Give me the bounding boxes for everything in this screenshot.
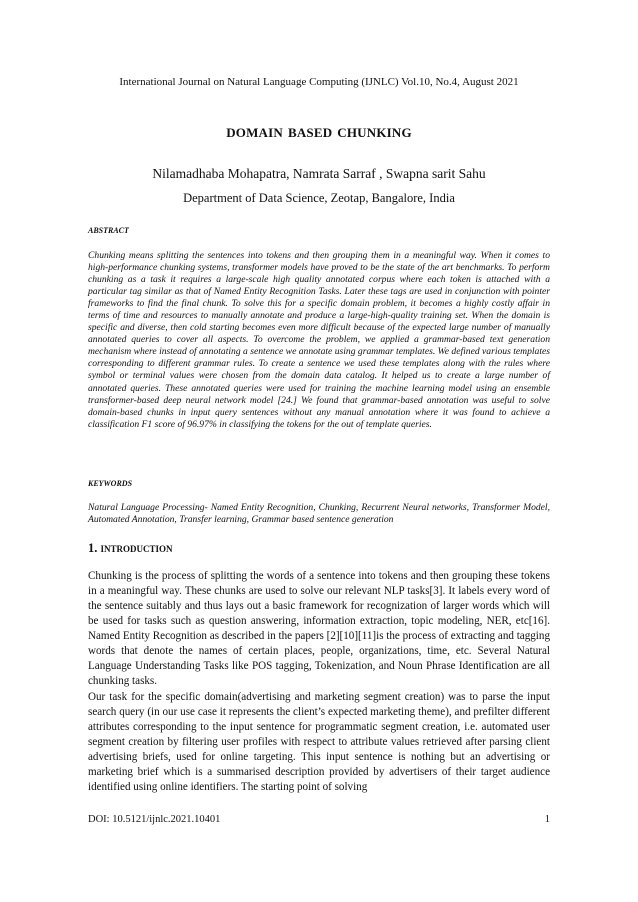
affiliation: Department of Data Science, Zeotap, Bangalore, India <box>183 191 455 205</box>
page-number: 1 <box>544 814 550 825</box>
introduction-paragraph-1 <box>88 569 550 689</box>
paper-title-text: domain based chunking <box>226 121 412 142</box>
doi-footer: DOI: 10.5121/ijnlc.2021.10401 <box>88 814 221 825</box>
introduction-heading-text: 1. introduction <box>88 541 173 555</box>
body-paragraph: Our task for the specific domain(advertising and marketing segment creation) was to parse the input search query (in our use case it represents the client’s expected marketing theme), and prefilter different attributes corresponding to the input sentence for programmatic segment creation, i.e. automated user segment creation by filtering user profiles with respect to attribute values retrieved after parsing client advertising briefs, used for online targeting. This input sentence is nothing but an advertising or marketing brief which is a summarised description provided by advertisers of their target audience identified using online identifiers. The starting point of solving <box>88 691 550 794</box>
abstract-body <box>88 250 550 431</box>
introduction-heading <box>88 541 550 556</box>
keywords-section <box>88 475 550 490</box>
abstract-text: Chunking means splitting the sentences into tokens and then grouping them in a meaningful way. When it comes to high-performance chunking systems, transformer models have proved to be the state of the art benchmarks. To perform chunking as a task it requires a large-scale high quality annotated corpus where each token is attached with a particular tag similar as that of Named Entity Recognition Tasks. Later these tags are used in conjunction with pointer frameworks to find the final chunk. To solve this for a specific domain problem, it becomes a highly costly affair in terms of time and resources to manually annotate and produce a large-high-quality training set. When the domain is specific and diverse, then cold starting becomes even more difficult because of the expected large number of manually annotated queries to cover all aspects. To overcome the problem, we applied a grammar-based text generation mechanism where instead of annotating a sentence we annotate using grammar templates. We defined various templates corresponding to different grammar rules. To create a sentence we used these templates along with the rules where symbol or terminal values were chosen from the domain data catalog. It helped us to create a large number of annotated queries. These annotated queries were used for training the machine learning model using an ensemble transformer-based deep neural network model [24.] We found that grammar-based annotation was useful to solve domain-based chunks in input query sentences without any manual annotation where it was found to achieve a classification F1 score of 96.97% in classifying the tokens for the out of template queries. <box>88 250 550 430</box>
keywords-heading-text: keywords <box>88 475 133 489</box>
body-paragraph: Chunking is the process of splitting the words of a sentence into tokens and then grouping these tokens in a meaningful way. These chunks are used to solve our relevant NLP tasks[3]. It labels every word of the sentence suitably and thus lays out a basic framework for recognization of larger words which will be used for tasks such as question answering, information extraction, topic modeling, NER, etc[16]. Named Entity Recognition as described in the papers [2][10][11]is the process of extracting and tagging words that denote the names of certain places, people, organizations, time, etc. Several Natural Language Understanding Tasks like POS tagging, Tokenization, and Noun Phrase Identification are all chunking tasks. <box>88 570 550 688</box>
abstract-heading-text: abstract <box>88 222 129 236</box>
introduction-section <box>88 541 550 556</box>
introduction-paragraph-2 <box>88 690 550 795</box>
keywords-body <box>88 502 550 526</box>
abstract-section <box>88 222 550 237</box>
keywords-text: Natural Language Processing- Named Entity Recognition, Chunking, Recurrent Neural networks, Transformer Model, Automated Annotation, Transfer learning, Grammar based sentence generation <box>88 502 550 526</box>
author-list: Nilamadhaba Mohapatra, Namrata Sarraf , Swapna sarit Sahu <box>152 166 486 181</box>
abstract-heading <box>88 222 550 237</box>
paper-title <box>0 121 638 143</box>
running-header: International Journal on Natural Language Computing (IJNLC) Vol.10, No.4, August 2021 <box>119 76 519 88</box>
keywords-heading <box>88 475 550 490</box>
